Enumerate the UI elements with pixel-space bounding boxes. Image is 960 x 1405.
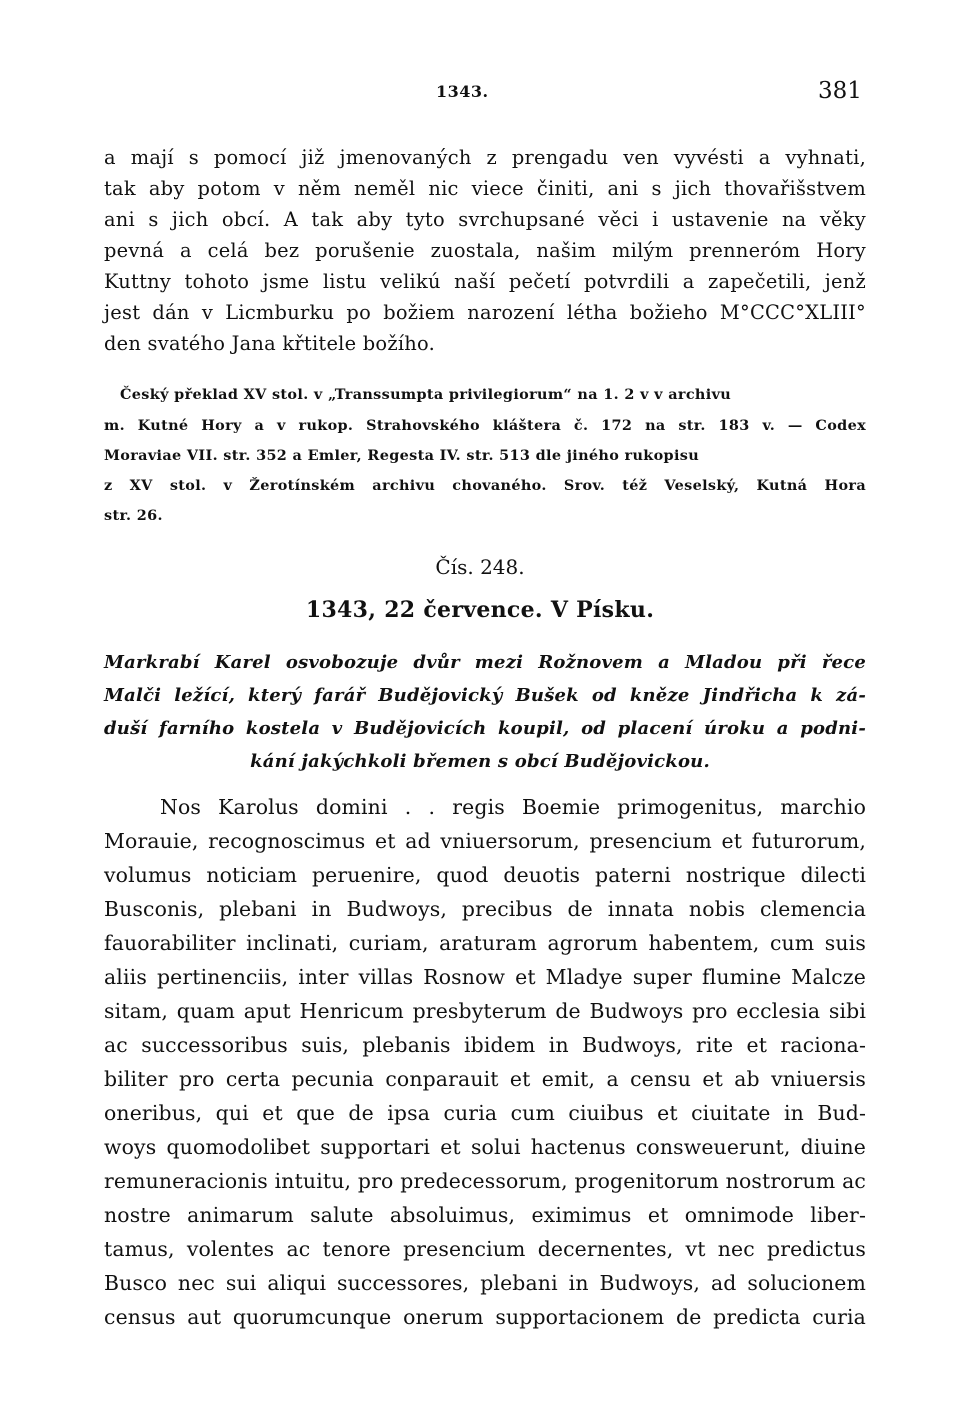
regest-line: kání jakýchkoli břemen s obcí Budějovickou. bbox=[250, 751, 710, 772]
note-line: str. 26. bbox=[104, 507, 163, 524]
text-line: a mají s pomocí již jmenovaných z prengadu ven vyvésti a vyhnati, bbox=[104, 146, 866, 169]
note-line: z XV stol. v Žerotínském archivu chovaného. Srov. též Veselský, Kutná Hora bbox=[104, 477, 866, 494]
text-line: ani s jich obcí. A tak aby tyto svrchupsané věci i ustavenie na věky bbox=[104, 208, 866, 231]
charter-line: ac successoribus suis, plebanis ibidem in Budwoys, rite et raciona- bbox=[104, 1033, 866, 1057]
charter-line: Nos Karolus domini . . regis Boemie primogenitus, marchio bbox=[160, 795, 866, 819]
charter-line: sitam, quam aput Henricum presbyterum de Budwoys pro ecclesia sibi bbox=[104, 999, 866, 1023]
text-line: den svatého Jana křtitele božího. bbox=[104, 332, 436, 355]
note-line: Moraviae VII. str. 352 a Emler, Regesta IV. str. 513 dle jiného rukopisu bbox=[104, 447, 700, 464]
charter-line: oneribus, qui et que de ipsa curia cum ciuibus et ciuitate in Bud- bbox=[104, 1101, 866, 1125]
regest-line: duší farního kostela v Budějovicích koupil, od placení úroku a podni- bbox=[104, 718, 866, 739]
charter-line: fauorabiliter inclinati, curiam, araturam agrorum habentem, cum suis bbox=[104, 931, 866, 955]
document-number: Čís. 248. bbox=[435, 555, 525, 579]
text-line: jest dán v Licmburku po božiem narození létha božieho M°CCC°XLIII° bbox=[104, 301, 866, 324]
dateline-heading: 1343, 22 července. V Písku. bbox=[305, 597, 655, 623]
header-year: 1343. bbox=[436, 82, 489, 101]
charter-line: woys quomodolibet supportari et solui hactenus consweuerunt, diuine bbox=[104, 1135, 866, 1159]
note-line: m. Kutné Hory a v rukop. Strahovského kláštera č. 172 na str. 183 v. — Codex bbox=[104, 417, 866, 434]
text-line: pevná a celá bez porušenie zuostala, našim milým prenneróm Hory bbox=[104, 239, 866, 262]
text-line: Kuttny tohoto jsme listu velikú naší pečetí potvrdili a zapečetili, jenž bbox=[104, 270, 866, 293]
charter-line: volumus noticiam peruenire, quod deuotis paterni nostrique dilecti bbox=[104, 863, 866, 887]
charter-line: census aut quorumcunque onerum supportacionem de predicta curia bbox=[104, 1305, 866, 1329]
running-header bbox=[0, 78, 960, 112]
page-number: 381 bbox=[818, 78, 862, 104]
charter-line: Busco nec sui aliqui successores, plebani in Budwoys, ad solucionem bbox=[104, 1271, 866, 1295]
charter-line: remuneracionis intuitu, pro predecessorum, progenitorum nostrorum ac bbox=[104, 1169, 866, 1193]
note-line: Český překlad XV stol. v „Transsumpta privilegiorum“ na 1. 2 v v archivu bbox=[120, 386, 732, 403]
charter-line: aliis pertinenciis, inter villas Rosnow et Mladye super flumine Malcze bbox=[104, 965, 866, 989]
charter-line: Morauie, recognoscimus et ad vniuersorum, presencium et futurorum, bbox=[104, 829, 866, 853]
charter-line: nostre animarum salute absoluimus, eximimus et omnimode liber- bbox=[104, 1203, 866, 1227]
regest-line: Malči ležící, který farář Budějovický Bušek od kněze Jindřicha k zá- bbox=[104, 685, 866, 706]
text-line: tak aby potom v něm neměl nic viece činiti, ani s jich thovařišstvem bbox=[104, 177, 866, 200]
regest-line: Markrabí Karel osvobozuje dvůr mezi Rožnovem a Mladou při řece bbox=[104, 652, 866, 673]
charter-line: Busconis, plebani in Budwoys, precibus de innata nobis clemencia bbox=[104, 897, 866, 921]
charter-line: tamus, volentes ac tenore presencium decernentes, vt nec predictus bbox=[104, 1237, 866, 1261]
charter-line: biliter pro certa pecunia conparauit et emit, a censu et ab vniuersis bbox=[104, 1067, 866, 1091]
